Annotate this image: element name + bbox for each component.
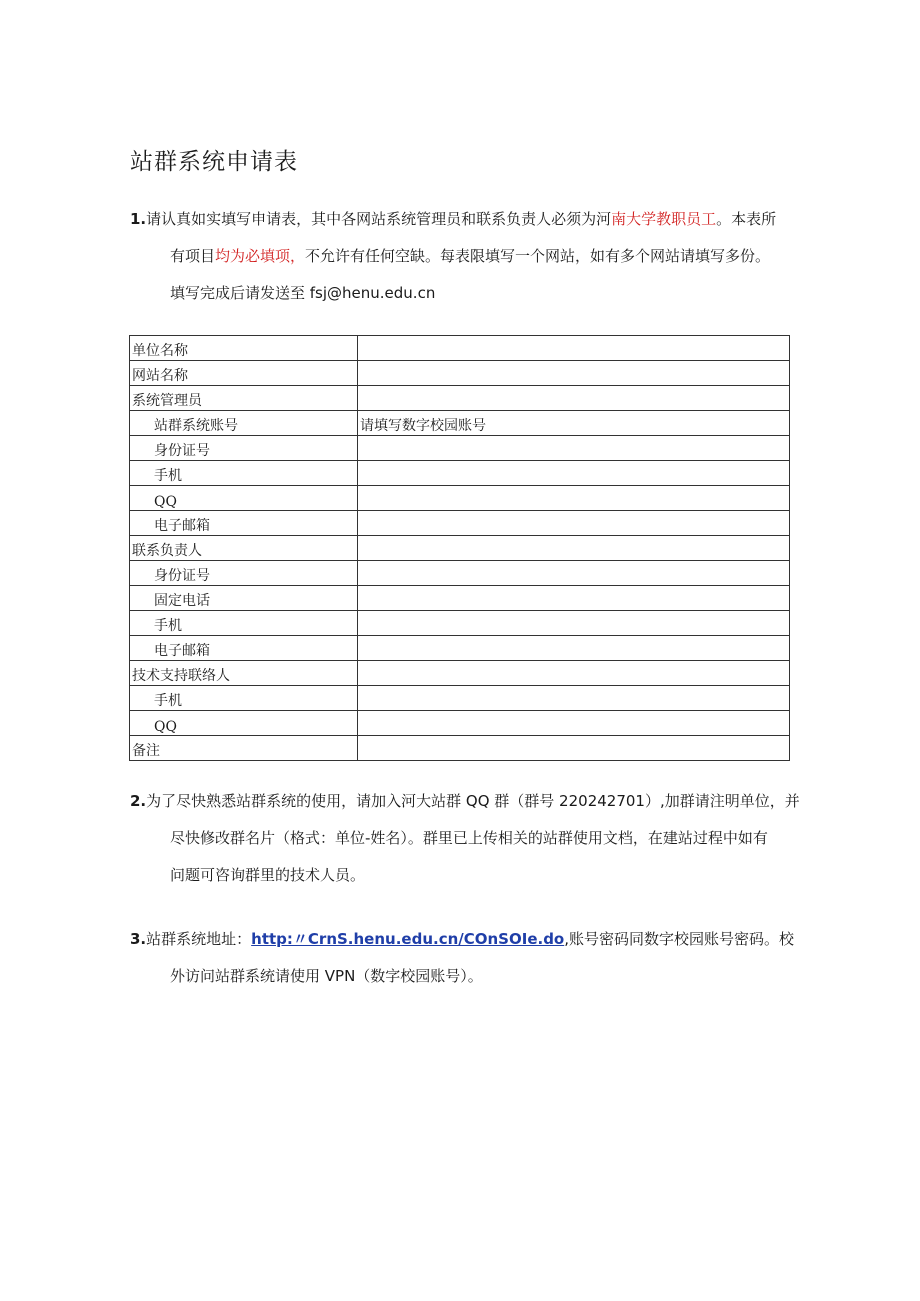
instruction-1-line-1: [130, 201, 800, 238]
instruction-text: 有项目: [170, 247, 216, 265]
system-address-link[interactable]: http:〃CrnS.henu.edu.cn/COnSOIe.do: [251, 930, 565, 948]
form-row: [130, 411, 790, 436]
form-field-value[interactable]: [358, 436, 790, 461]
form-field-label: 手机: [130, 686, 358, 711]
form-row: [130, 336, 790, 361]
instruction-text: 站群系统地址：: [146, 930, 252, 948]
form-field-label: 身份证号: [130, 436, 358, 461]
form-row: [130, 711, 790, 736]
form-field-value[interactable]: [358, 386, 790, 411]
form-row: [130, 386, 790, 411]
form-field-label: 站群系统账号: [130, 411, 358, 436]
form-row: [130, 636, 790, 661]
form-field-label: 电子邮箱: [130, 511, 358, 536]
form-field-label: 系统管理员: [130, 386, 358, 411]
form-field-value[interactable]: [358, 636, 790, 661]
page-title: 站群系统申请表: [130, 149, 298, 175]
form-field-value[interactable]: [358, 511, 790, 536]
form-field-label: QQ: [130, 486, 358, 511]
form-row: [130, 486, 790, 511]
instruction-3-line-2: 外访问站群系统请使用 VPN（数字校园账号）。: [170, 967, 483, 985]
form-field-label: 备注: [130, 736, 358, 761]
instruction-text: 不允许有任何空缺。每表限填写一个网站，如有多个网站请填写多份。: [305, 247, 771, 265]
form-field-label: QQ: [130, 711, 358, 736]
form-field-value[interactable]: [358, 461, 790, 486]
instruction-text: 请认真如实填写申请表，其中各网站系统管理员和联系负责人必须为河: [146, 210, 612, 228]
emphasis-text: 南大学教职员工: [611, 210, 717, 228]
instruction-1-line-3: 填写完成后请发送至 fsj@henu.edu.cn: [170, 284, 436, 302]
form-field-label: 固定电话: [130, 586, 358, 611]
form-field-value[interactable]: [358, 611, 790, 636]
form-row: [130, 461, 790, 486]
form-field-label: 身份证号: [130, 561, 358, 586]
form-field-value[interactable]: [358, 586, 790, 611]
instruction-3-line-1: [130, 921, 800, 958]
form-row: [130, 436, 790, 461]
form-field-label: 技术支持联络人: [130, 661, 358, 686]
application-form-table: [129, 335, 790, 761]
form-row: [130, 511, 790, 536]
instruction-2-line-3: 问题可咨询群里的技术人员。: [170, 866, 366, 884]
form-field-value[interactable]: [358, 736, 790, 761]
form-field-value[interactable]: [358, 561, 790, 586]
instruction-2-line-2: 尽快修改群名片（格式：单位-姓名）。群里已上传相关的站群使用文档，在建站过程中如有: [170, 829, 768, 847]
form-row: [130, 686, 790, 711]
form-field-label: 网站名称: [130, 361, 358, 386]
form-field-value[interactable]: [358, 536, 790, 561]
form-field-value[interactable]: [358, 336, 790, 361]
form-field-value[interactable]: [358, 711, 790, 736]
form-field-label: 电子邮箱: [130, 636, 358, 661]
form-field-value[interactable]: [358, 486, 790, 511]
instruction-text: 为了尽快熟悉站群系统的使用，请加入河大站群 QQ 群（群号 220242701）,加群请注明单位，并: [146, 792, 800, 810]
instruction-1-line-2: [130, 238, 800, 275]
instruction-2: [130, 783, 800, 894]
form-field-value[interactable]: [358, 661, 790, 686]
instruction-1-number: 1.: [130, 210, 147, 228]
instruction-text: ,账号密码同数字校园账号密码。校: [564, 930, 795, 948]
form-row: [130, 736, 790, 761]
form-row: [130, 611, 790, 636]
form-row: [130, 661, 790, 686]
form-field-label: 手机: [130, 461, 358, 486]
instruction-2-line-1: [130, 783, 800, 820]
instruction-text: 。本表所: [716, 210, 777, 228]
form-row: [130, 536, 790, 561]
form-row: [130, 561, 790, 586]
form-field-label: 单位名称: [130, 336, 358, 361]
form-field-value[interactable]: [358, 686, 790, 711]
form-field-label: 手机: [130, 611, 358, 636]
instruction-1: [130, 201, 800, 312]
instruction-3-number: 3.: [130, 930, 147, 948]
instruction-2-number: 2.: [130, 792, 147, 810]
form-field-label: 联系负责人: [130, 536, 358, 561]
form-field-value[interactable]: [358, 361, 790, 386]
instruction-3: [130, 921, 800, 995]
form-row: [130, 586, 790, 611]
form-field-value[interactable]: 请填写数字校园账号: [358, 411, 790, 436]
emphasis-text: 均为必填项，: [215, 247, 306, 265]
form-row: [130, 361, 790, 386]
